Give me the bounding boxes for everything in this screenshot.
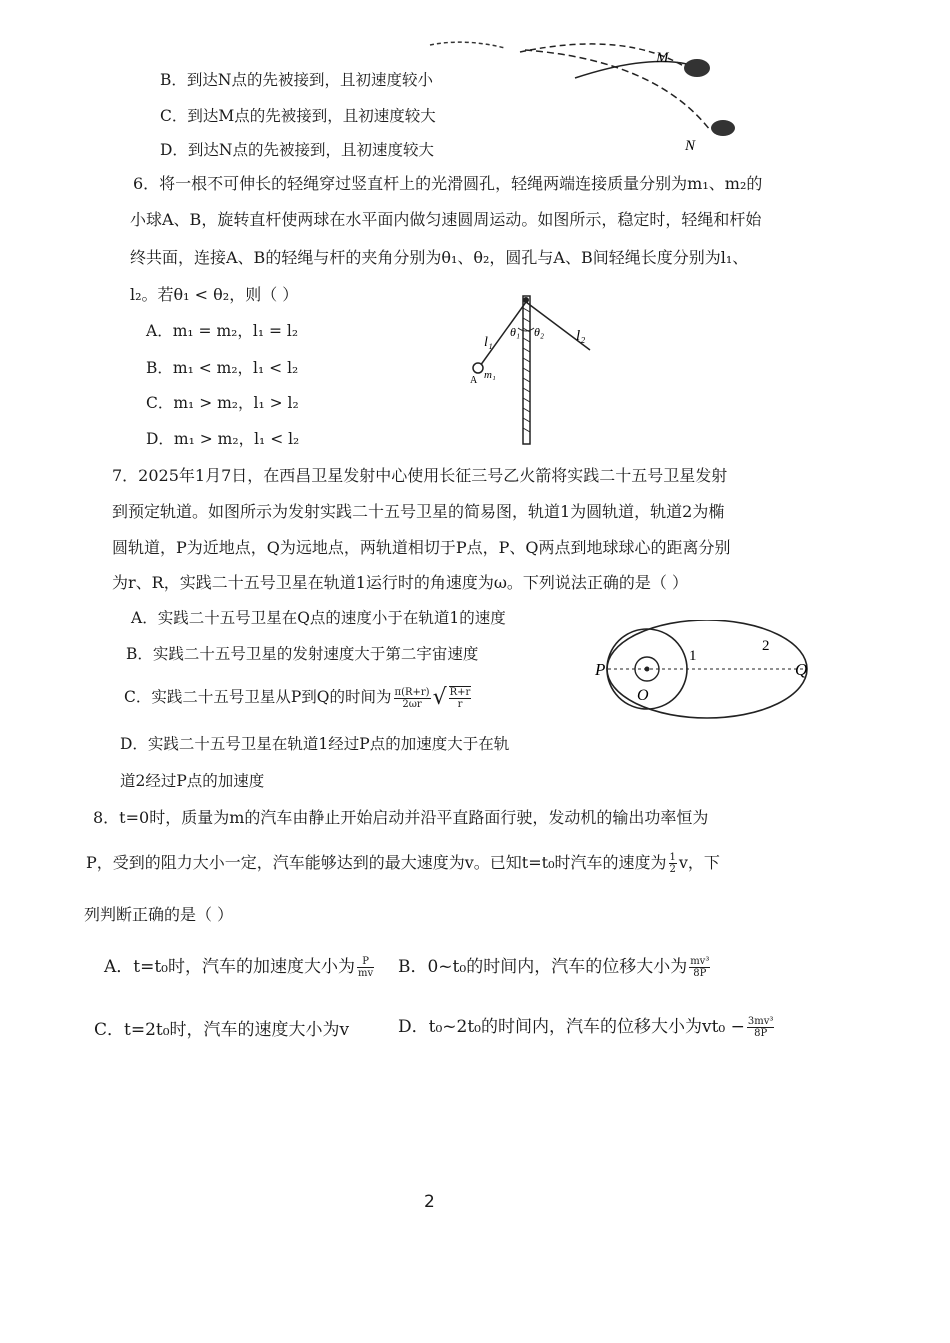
q6-label-l1: l₁ — [484, 335, 493, 350]
q6-stem-line4: l₂。若θ₁ < θ₂，则（ ） — [130, 285, 299, 304]
q7-label-p: P — [595, 660, 606, 679]
q8-half-numerator: 1 — [669, 852, 676, 863]
q8-option-b-denominator: 8P — [693, 968, 707, 979]
q7-option-c-root-numerator: R+r — [449, 687, 471, 698]
q7-stem-line2: 到预定轨道。如图所示为发射实践二十五号卫星的简易图，轨道1为圆轨道，轨道2为椭 — [112, 502, 725, 521]
q8-stem-line2 — [86, 852, 720, 875]
q5-option-d: D．到达N点的先被接到，且初速度较大 — [160, 141, 434, 159]
q6-rod-figure — [462, 288, 612, 448]
q8-option-d-denominator: 8P — [754, 1028, 768, 1039]
q8-option-b-fraction — [689, 956, 710, 979]
q7-label-orbit1: 1 — [689, 648, 697, 664]
page-number: 2 — [424, 1192, 435, 1212]
q8-option-b-numerator: mv³ — [690, 956, 710, 967]
q5-option-b: B．到达N点的先被接到，且初速度较小 — [160, 71, 433, 89]
sqrt-symbol: √ — [432, 685, 447, 710]
q5-label-n: N — [685, 138, 696, 154]
q8-option-d-fraction — [747, 1016, 775, 1039]
q7-label-orbit2: 2 — [762, 638, 770, 654]
q6-stem-line2: 小球A、B，旋转直杆使两球在水平面内做匀速圆周运动。如图所示，稳定时，轻绳和杆始 — [130, 210, 762, 229]
q8-option-a-fraction — [357, 956, 374, 979]
q7-label-q: Q — [795, 660, 808, 679]
q8-option-a-denominator: mv — [358, 968, 374, 979]
q8-option-b — [398, 956, 712, 979]
q6-label-theta1: θ₁ — [510, 325, 521, 339]
q7-option-c-denominator: 2ωr — [402, 698, 422, 710]
q7-option-d-line1: D．实践二十五号卫星在轨道1经过P点的加速度大于在轨 — [120, 735, 510, 753]
q6-stem-line3: 终共面，连接A、B的轻绳与杆的夹角分别为θ₁、θ₂，圆孔与A、B间轻绳长度分别为l₁、 — [130, 248, 749, 267]
q8-option-c: C．t=2t₀时，汽车的速度大小为v — [94, 1020, 350, 1040]
q8-stem-line3: 列判断正确的是（ ） — [84, 905, 234, 924]
q7-stem-line3: 圆轨道，P为近地点，Q为远地点，两轨道相切于P点，P、Q两点到地球球心的距离分别 — [112, 538, 731, 557]
q8-option-d-text: D．t₀~2t₀的时间内，汽车的位移大小为vt₀ − — [398, 1017, 745, 1037]
q7-option-a: A．实践二十五号卫星在Q点的速度小于在轨道1的速度 — [131, 609, 506, 627]
q5-label-m: M — [656, 50, 669, 66]
q7-label-o: O — [637, 687, 649, 704]
q8-option-b-text: B．0~t₀的时间内，汽车的位移大小为 — [398, 957, 688, 977]
q8-stem-line1: 8．t=0时，质量为m的汽车由静止开始启动并沿平直路面行驶，发动机的输出功率恒为 — [93, 808, 709, 827]
q8-half-fraction — [669, 852, 677, 875]
q7-option-b: B．实践二十五号卫星的发射速度大于第二宇宙速度 — [126, 645, 479, 663]
q6-stem-line1: 6．将一根不可伸长的轻绳穿过竖直杆上的光滑圆孔，轻绳两端连接质量分别为m₁、m₂的 — [133, 174, 763, 193]
q6-label-theta2: θ₂ — [534, 325, 545, 339]
q7-option-c-numerator: π(R+r) — [394, 686, 430, 698]
q6-label-a: A — [470, 375, 478, 386]
q8-option-a-text: A．t=t₀时，汽车的加速度大小为 — [104, 957, 355, 977]
q6-option-b: B．m₁ < m₂，l₁ < l₂ — [146, 359, 299, 377]
q8-half-denominator: 2 — [669, 864, 676, 875]
q7-option-c-fraction — [394, 687, 431, 710]
q6-option-c: C．m₁ > m₂，l₁ > l₂ — [146, 394, 299, 412]
q8-stem-line2-text: P，受到的阻力大小一定，汽车能够达到的最大速度为v。已知t=t₀时汽车的速度为 — [86, 853, 667, 872]
q7-orbit-figure — [592, 620, 822, 735]
q7-option-c — [124, 686, 473, 710]
q8-option-a-numerator: P — [357, 956, 374, 968]
q8-stem-line2-end: v，下 — [678, 853, 720, 872]
q5-trajectory-figure — [425, 30, 755, 155]
q7-option-d-line2: 道2经过P点的加速度 — [120, 772, 265, 790]
q6-label-l2: l₂ — [576, 328, 586, 344]
q7-option-c-root-denominator: r — [457, 699, 463, 710]
q8-option-d — [398, 1016, 776, 1039]
q8-option-a — [104, 956, 376, 979]
q7-option-c-text: C．实践二十五号卫星从P到Q的时间为 — [124, 688, 392, 706]
q6-label-m1: m₁ — [484, 369, 496, 381]
q7-option-c-root-fraction — [449, 686, 472, 710]
q7-stem-line4: 为r、R，实践二十五号卫星在轨道1运行时的角速度为ω。下列说法正确的是（ ） — [112, 573, 689, 592]
q6-option-a: A．m₁ = m₂，l₁ = l₂ — [146, 322, 299, 340]
q6-option-d: D．m₁ > m₂，l₁ < l₂ — [146, 430, 300, 448]
q5-option-c: C．到达M点的先被接到，且初速度较大 — [160, 107, 436, 125]
q7-stem-line1: 7．2025年1月7日，在西昌卫星发射中心使用长征三号乙火箭将实践二十五号卫星发射 — [112, 466, 728, 485]
q8-option-d-numerator: 3mv³ — [747, 1016, 774, 1027]
